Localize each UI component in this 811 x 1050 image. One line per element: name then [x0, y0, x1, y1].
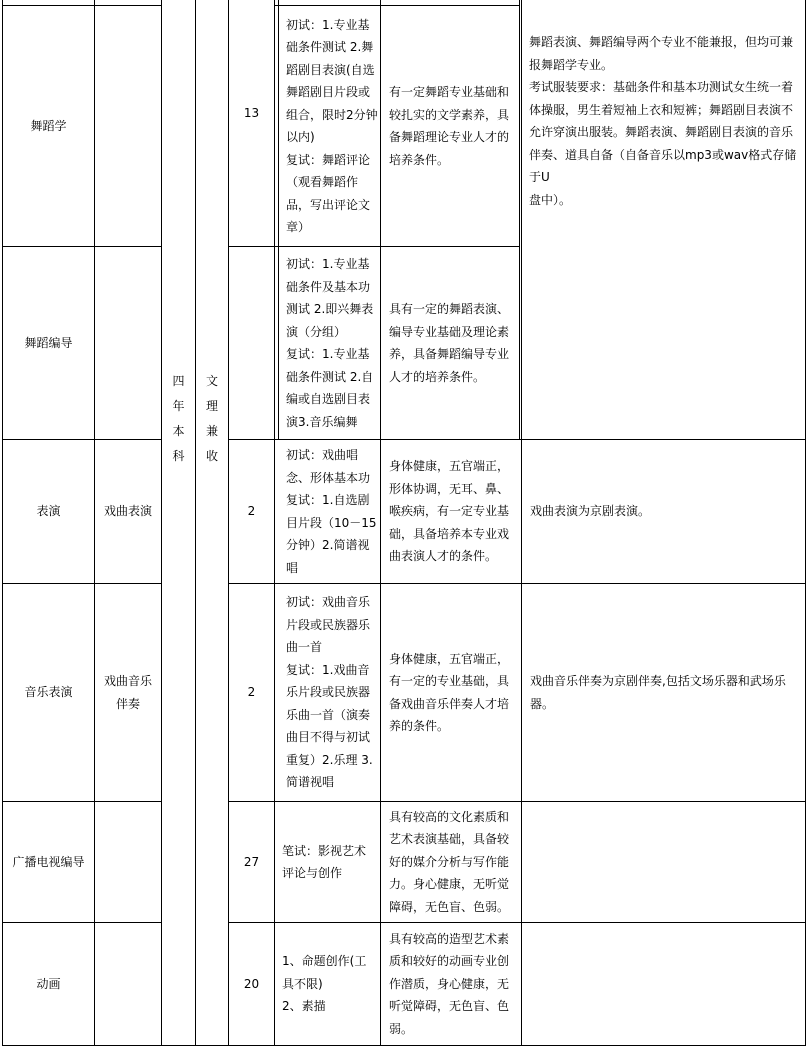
- major-name: 表演: [36, 504, 61, 519]
- category-char: 文: [205, 374, 218, 388]
- major-direction: 戏曲表演: [103, 504, 152, 519]
- exam-content: 初试：1.专业基 础条件测试 2.舞 蹈剧目表演(自选 舞蹈剧目片段或 组合，限时2分钟 以内) 复试：舞蹈评论 （观看舞蹈作 品，写出评论文 章）: [286, 17, 378, 234]
- major-notes: 戏曲表演为京剧表演。: [530, 504, 651, 519]
- duration-char: 科: [172, 449, 185, 463]
- exam-content: 初试：1.专业基 础条件及基本功 测试 2.即兴舞表 演（分组） 复试：1.专业基 础条件测试 2.自 编或自选剧目表 演3.音乐编舞: [286, 257, 374, 429]
- enrollment-quota: 2: [247, 504, 256, 519]
- applicant-requirement: 具有较高的造型艺术素 质和较好的动画专业创 作潜质，身心健康，无 听觉障碍，无色盲、色 弱。: [389, 931, 510, 1036]
- applicant-requirement: 具有较高的文化素质和 艺术表演基础，具备较 好的媒介分析与写作能 力。身心健康，无听觉 障碍，无色盲、色弱。: [389, 809, 510, 914]
- category-char: 收: [205, 449, 218, 463]
- enrollment-quota: 2: [247, 685, 256, 700]
- subject-category-cell: [196, 369, 228, 469]
- duration-char: 年: [172, 399, 185, 413]
- major-name: 动画: [36, 976, 61, 991]
- grid-line: [805, 0, 806, 1046]
- grid-line: [2, 1045, 806, 1046]
- category-char: 理: [205, 399, 218, 413]
- major-name: 舞蹈学: [30, 118, 67, 133]
- duration-char: 本: [172, 424, 185, 438]
- exam-content: 笔试：影视艺术 评论与创作: [282, 843, 367, 880]
- exam-content: 初试：戏曲唱 念、形体基本功 复试：1.自选剧 目片段（10－15 分钟）2.简谱视 唱: [286, 448, 377, 575]
- grid-line: [519, 0, 520, 440]
- major-direction: 戏曲音乐 伴奏: [103, 674, 152, 711]
- grid-line: [195, 0, 196, 1046]
- duration-char: 四: [172, 374, 185, 388]
- applicant-requirement: 身体健康，五官端正， 有一定的专业基础，具 备戏曲音乐伴奏人才培 养的条件。: [389, 651, 510, 733]
- exam-content: 1、命题创作(工 具不限) 2、素描: [282, 954, 367, 1014]
- grid-line: [161, 0, 162, 1046]
- enrollment-quota: 13: [243, 106, 260, 121]
- major-name: 舞蹈编导: [24, 335, 73, 350]
- major-name: 音乐表演: [24, 685, 73, 700]
- exam-content: 初试：戏曲音乐 片段或民族器乐 曲一首 复试：1.戏曲音 乐片段或民族器 乐曲一首（演奏 曲目不得与初试 重复）2.乐理 3. 简谱视唱: [286, 595, 373, 790]
- applicant-requirement: 有一定舞蹈专业基础和 较扎实的文学素养，具 备舞蹈理论专业人才的 培养条件。: [389, 85, 510, 167]
- applicant-requirement: 身体健康，五官端正， 形体协调，无耳、鼻、 喉疾病，有一定专业基 础，具备培养本专业戏 曲表演人才的条件。: [389, 459, 510, 564]
- enrollment-quota: 20: [243, 976, 260, 991]
- major-notes: 舞蹈表演、舞蹈编导两个专业不能兼报，但均可兼 报舞蹈学专业。 考试服装要求：基础条件和基本功测试女生统一着 体操服，男生着短袖上衣和短裤；舞蹈剧目表演不 允许穿演出服装。舞蹈表演、舞蹈剧目表演的音乐 伴奏、道具自备（自备音乐以mp3或wav格式存储于U 盘中）。: [529, 35, 797, 207]
- applicant-requirement: 具有一定的舞蹈表演、 编导专业基础及理论素 养，具备舞蹈编导专业 人才的培养条件。: [389, 302, 510, 384]
- major-notes: 戏曲音乐伴奏为京剧伴奏,包括文场乐器和武场乐 器。: [530, 674, 786, 711]
- enrollment-quota: 27: [243, 854, 260, 869]
- category-char: 兼: [205, 424, 218, 438]
- study-duration-cell: [162, 369, 195, 469]
- major-name: 广播电视编导: [12, 854, 85, 869]
